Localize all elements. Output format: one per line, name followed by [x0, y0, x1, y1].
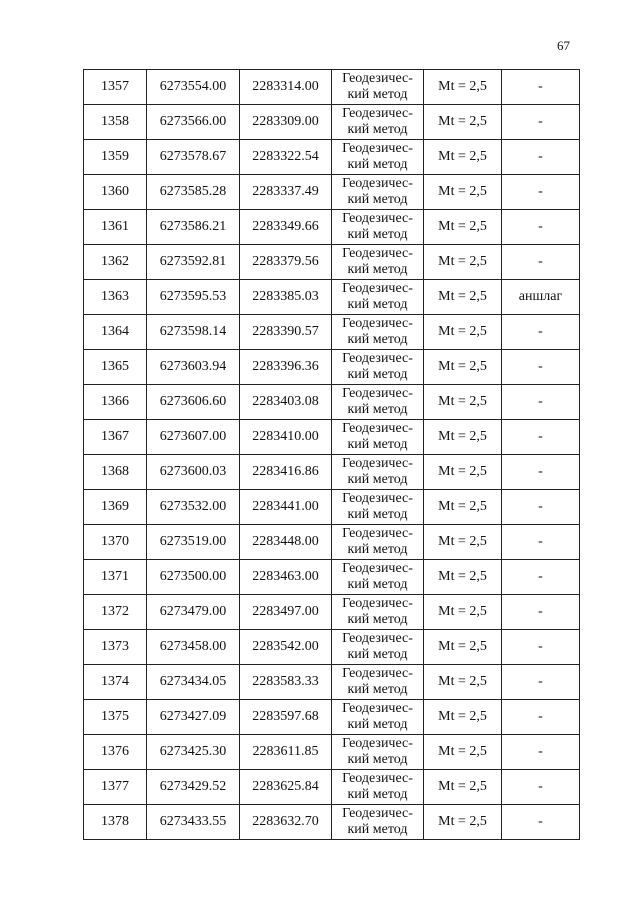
accuracy-cell: Mt = 2,5	[424, 595, 502, 630]
accuracy-cell: Mt = 2,5	[424, 525, 502, 560]
method-line-1: Геодезичес-	[342, 456, 413, 471]
y-coordinate-cell: 2283497.00	[240, 595, 332, 630]
method-line-2: кий метод	[347, 122, 408, 137]
method-cell	[332, 140, 424, 175]
note-cell: -	[502, 525, 580, 560]
method-line-1: Геодезичес-	[342, 386, 413, 401]
accuracy-cell: Mt = 2,5	[424, 175, 502, 210]
method-cell	[332, 595, 424, 630]
table-row	[84, 595, 580, 630]
x-coordinate-cell: 6273429.52	[147, 770, 240, 805]
note-cell: -	[502, 385, 580, 420]
method-line-2: кий метод	[347, 682, 408, 697]
method-line-1: Геодезичес-	[342, 701, 413, 716]
point-number-cell: 1360	[84, 175, 147, 210]
note-cell: -	[502, 735, 580, 770]
note-cell: -	[502, 700, 580, 735]
method-line-2: кий метод	[347, 612, 408, 627]
point-number-cell: 1372	[84, 595, 147, 630]
table-row	[84, 420, 580, 455]
x-coordinate-cell: 6273600.03	[147, 455, 240, 490]
y-coordinate-cell: 2283337.49	[240, 175, 332, 210]
x-coordinate-cell: 6273425.30	[147, 735, 240, 770]
table-row	[84, 770, 580, 805]
method-line-1: Геодезичес-	[342, 211, 413, 226]
x-coordinate-cell: 6273500.00	[147, 560, 240, 595]
method-line-2: кий метод	[347, 227, 408, 242]
note-cell: аншлаг	[502, 280, 580, 315]
point-number-cell: 1369	[84, 490, 147, 525]
y-coordinate-cell: 2283390.57	[240, 315, 332, 350]
y-coordinate-cell: 2283463.00	[240, 560, 332, 595]
x-coordinate-cell: 6273607.00	[147, 420, 240, 455]
method-line-1: Геодезичес-	[342, 666, 413, 681]
method-line-2: кий метод	[347, 472, 408, 487]
table-row	[84, 315, 580, 350]
x-coordinate-cell: 6273586.21	[147, 210, 240, 245]
method-cell	[332, 630, 424, 665]
method-cell	[332, 175, 424, 210]
note-cell: -	[502, 595, 580, 630]
y-coordinate-cell: 2283410.00	[240, 420, 332, 455]
table-row	[84, 490, 580, 525]
accuracy-cell: Mt = 2,5	[424, 70, 502, 105]
accuracy-cell: Mt = 2,5	[424, 280, 502, 315]
method-line-2: кий метод	[347, 752, 408, 767]
note-cell: -	[502, 665, 580, 700]
method-line-2: кий метод	[347, 577, 408, 592]
accuracy-cell: Mt = 2,5	[424, 105, 502, 140]
note-cell: -	[502, 420, 580, 455]
method-cell	[332, 105, 424, 140]
method-line-2: кий метод	[347, 542, 408, 557]
x-coordinate-cell: 6273603.94	[147, 350, 240, 385]
note-cell: -	[502, 560, 580, 595]
accuracy-cell: Mt = 2,5	[424, 385, 502, 420]
method-line-2: кий метод	[347, 507, 408, 522]
note-cell: -	[502, 455, 580, 490]
method-cell	[332, 210, 424, 245]
table-row	[84, 735, 580, 770]
table-row	[84, 105, 580, 140]
table-row	[84, 560, 580, 595]
table-row	[84, 665, 580, 700]
accuracy-cell: Mt = 2,5	[424, 665, 502, 700]
method-line-1: Геодезичес-	[342, 806, 413, 821]
accuracy-cell: Mt = 2,5	[424, 490, 502, 525]
method-cell	[332, 770, 424, 805]
method-cell	[332, 385, 424, 420]
x-coordinate-cell: 6273427.09	[147, 700, 240, 735]
point-number-cell: 1371	[84, 560, 147, 595]
x-coordinate-cell: 6273578.67	[147, 140, 240, 175]
point-number-cell: 1378	[84, 805, 147, 840]
method-line-1: Геодезичес-	[342, 71, 413, 86]
method-line-2: кий метод	[347, 647, 408, 662]
point-number-cell: 1374	[84, 665, 147, 700]
method-line-1: Геодезичес-	[342, 596, 413, 611]
y-coordinate-cell: 2283583.33	[240, 665, 332, 700]
method-line-2: кий метод	[347, 437, 408, 452]
table-row	[84, 455, 580, 490]
accuracy-cell: Mt = 2,5	[424, 630, 502, 665]
method-cell	[332, 665, 424, 700]
point-number-cell: 1377	[84, 770, 147, 805]
note-cell: -	[502, 315, 580, 350]
method-line-1: Геодезичес-	[342, 421, 413, 436]
accuracy-cell: Mt = 2,5	[424, 315, 502, 350]
note-cell: -	[502, 175, 580, 210]
accuracy-cell: Mt = 2,5	[424, 420, 502, 455]
y-coordinate-cell: 2283322.54	[240, 140, 332, 175]
point-number-cell: 1363	[84, 280, 147, 315]
method-line-2: кий метод	[347, 822, 408, 837]
method-line-1: Геодезичес-	[342, 316, 413, 331]
y-coordinate-cell: 2283396.36	[240, 350, 332, 385]
method-line-2: кий метод	[347, 157, 408, 172]
method-cell	[332, 455, 424, 490]
method-line-1: Геодезичес-	[342, 491, 413, 506]
y-coordinate-cell: 2283349.66	[240, 210, 332, 245]
method-cell	[332, 350, 424, 385]
point-number-cell: 1370	[84, 525, 147, 560]
y-coordinate-cell: 2283448.00	[240, 525, 332, 560]
x-coordinate-cell: 6273606.60	[147, 385, 240, 420]
method-cell	[332, 315, 424, 350]
accuracy-cell: Mt = 2,5	[424, 140, 502, 175]
page-number: 67	[557, 38, 570, 53]
table-row	[84, 280, 580, 315]
x-coordinate-cell: 6273592.81	[147, 245, 240, 280]
note-cell: -	[502, 105, 580, 140]
method-line-1: Геодезичес-	[342, 736, 413, 751]
point-number-cell: 1367	[84, 420, 147, 455]
x-coordinate-cell: 6273554.00	[147, 70, 240, 105]
y-coordinate-cell: 2283314.00	[240, 70, 332, 105]
method-cell	[332, 525, 424, 560]
note-cell: -	[502, 140, 580, 175]
point-number-cell: 1366	[84, 385, 147, 420]
table-row	[84, 350, 580, 385]
table-row	[84, 175, 580, 210]
x-coordinate-cell: 6273532.00	[147, 490, 240, 525]
point-number-cell: 1364	[84, 315, 147, 350]
x-coordinate-cell: 6273598.14	[147, 315, 240, 350]
note-cell: -	[502, 805, 580, 840]
note-cell: -	[502, 490, 580, 525]
method-cell	[332, 70, 424, 105]
accuracy-cell: Mt = 2,5	[424, 735, 502, 770]
table-row	[84, 210, 580, 245]
method-line-1: Геодезичес-	[342, 351, 413, 366]
x-coordinate-cell: 6273595.53	[147, 280, 240, 315]
method-line-2: кий метод	[347, 717, 408, 732]
method-line-2: кий метод	[347, 297, 408, 312]
point-number-cell: 1361	[84, 210, 147, 245]
point-number-cell: 1365	[84, 350, 147, 385]
point-number-cell: 1358	[84, 105, 147, 140]
point-number-cell: 1357	[84, 70, 147, 105]
x-coordinate-cell: 6273433.55	[147, 805, 240, 840]
table-row	[84, 385, 580, 420]
point-number-cell: 1375	[84, 700, 147, 735]
y-coordinate-cell: 2283441.00	[240, 490, 332, 525]
accuracy-cell: Mt = 2,5	[424, 770, 502, 805]
y-coordinate-cell: 2283379.56	[240, 245, 332, 280]
method-line-1: Геодезичес-	[342, 176, 413, 191]
method-cell	[332, 245, 424, 280]
method-cell	[332, 735, 424, 770]
y-coordinate-cell: 2283542.00	[240, 630, 332, 665]
method-line-1: Геодезичес-	[342, 526, 413, 541]
method-line-2: кий метод	[347, 367, 408, 382]
method-cell	[332, 805, 424, 840]
accuracy-cell: Mt = 2,5	[424, 805, 502, 840]
note-cell: -	[502, 630, 580, 665]
coordinates-table	[83, 69, 580, 840]
method-line-2: кий метод	[347, 787, 408, 802]
x-coordinate-cell: 6273434.05	[147, 665, 240, 700]
y-coordinate-cell: 2283309.00	[240, 105, 332, 140]
x-coordinate-cell: 6273479.00	[147, 595, 240, 630]
note-cell: -	[502, 350, 580, 385]
x-coordinate-cell: 6273458.00	[147, 630, 240, 665]
table-row	[84, 140, 580, 175]
table-row	[84, 245, 580, 280]
accuracy-cell: Mt = 2,5	[424, 560, 502, 595]
note-cell: -	[502, 70, 580, 105]
accuracy-cell: Mt = 2,5	[424, 700, 502, 735]
note-cell: -	[502, 245, 580, 280]
y-coordinate-cell: 2283632.70	[240, 805, 332, 840]
table-row	[84, 525, 580, 560]
point-number-cell: 1368	[84, 455, 147, 490]
method-cell	[332, 420, 424, 455]
note-cell: -	[502, 210, 580, 245]
method-line-1: Геодезичес-	[342, 246, 413, 261]
table-row	[84, 630, 580, 665]
x-coordinate-cell: 6273566.00	[147, 105, 240, 140]
point-number-cell: 1362	[84, 245, 147, 280]
method-cell	[332, 560, 424, 595]
method-line-1: Геодезичес-	[342, 281, 413, 296]
coordinates-table-body	[84, 70, 580, 840]
y-coordinate-cell: 2283611.85	[240, 735, 332, 770]
method-line-1: Геодезичес-	[342, 561, 413, 576]
method-line-2: кий метод	[347, 262, 408, 277]
method-line-2: кий метод	[347, 402, 408, 417]
accuracy-cell: Mt = 2,5	[424, 350, 502, 385]
table-row	[84, 70, 580, 105]
y-coordinate-cell: 2283625.84	[240, 770, 332, 805]
point-number-cell: 1359	[84, 140, 147, 175]
method-cell	[332, 490, 424, 525]
method-line-1: Геодезичес-	[342, 771, 413, 786]
method-cell	[332, 280, 424, 315]
method-line-1: Геодезичес-	[342, 106, 413, 121]
method-line-2: кий метод	[347, 192, 408, 207]
point-number-cell: 1373	[84, 630, 147, 665]
accuracy-cell: Mt = 2,5	[424, 455, 502, 490]
method-line-1: Геодезичес-	[342, 631, 413, 646]
method-line-2: кий метод	[347, 87, 408, 102]
method-cell	[332, 700, 424, 735]
y-coordinate-cell: 2283416.86	[240, 455, 332, 490]
y-coordinate-cell: 2283403.08	[240, 385, 332, 420]
x-coordinate-cell: 6273585.28	[147, 175, 240, 210]
table-row	[84, 805, 580, 840]
y-coordinate-cell: 2283597.68	[240, 700, 332, 735]
accuracy-cell: Mt = 2,5	[424, 245, 502, 280]
method-line-1: Геодезичес-	[342, 141, 413, 156]
accuracy-cell: Mt = 2,5	[424, 210, 502, 245]
note-cell: -	[502, 770, 580, 805]
y-coordinate-cell: 2283385.03	[240, 280, 332, 315]
x-coordinate-cell: 6273519.00	[147, 525, 240, 560]
point-number-cell: 1376	[84, 735, 147, 770]
method-line-2: кий метод	[347, 332, 408, 347]
table-row	[84, 700, 580, 735]
